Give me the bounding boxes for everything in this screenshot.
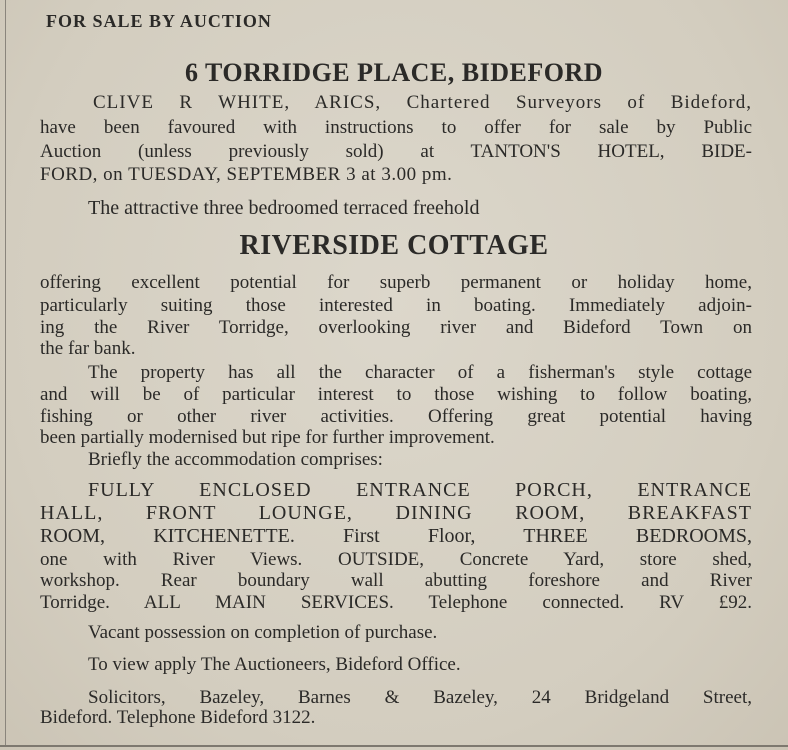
vacant-possession: Vacant possession on completion of purchase. <box>88 622 438 643</box>
column-rule-bottom <box>0 745 788 747</box>
accommodation-line: workshop. Rear boundary wall abutting foreshore and River <box>40 570 752 591</box>
accommodation-intro: Briefly the accommodation comprises: <box>88 449 383 470</box>
accommodation-line: FULLY ENCLOSED ENTRANCE PORCH, ENTRANCE <box>88 479 752 501</box>
column-rule-left <box>5 0 6 745</box>
viewing-instructions: To view apply The Auctioneers, Bideford Office. <box>88 654 461 675</box>
description-line: ing the River Torridge, overlooking river and Bideford Town on <box>40 317 752 338</box>
property-name: RIVERSIDE COTTAGE <box>239 230 549 261</box>
character-line: The property has all the character of a fisherman's style cottage <box>88 362 752 383</box>
intro-line: FORD, on TUESDAY, SEPTEMBER 3 at 3.00 pm. <box>40 164 453 185</box>
description-line: particularly suiting those interested in boating. Immediately adjoin- <box>40 295 752 316</box>
character-line: fishing or other river activities. Offering great potential having <box>40 406 752 427</box>
accommodation-line: one with River Views. OUTSIDE, Concrete Yard, store shed, <box>40 549 752 570</box>
character-line: been partially modernised but ripe for further improvement. <box>40 427 495 448</box>
lead-in: The attractive three bedroomed terraced freehold <box>88 197 480 219</box>
address-title: 6 TORRIDGE PLACE, BIDEFORD <box>185 58 603 87</box>
character-line: and will be of particular interest to those wishing to follow boating, <box>40 384 752 405</box>
description-line: offering excellent potential for superb permanent or holiday home, <box>40 272 752 293</box>
intro-line: have been favoured with instructions to offer for sale by Public <box>40 117 752 138</box>
solicitors-line: Bideford. Telephone Bideford 3122. <box>40 707 316 728</box>
description-line: the far bank. <box>40 338 136 359</box>
intro-line: Auction (unless previously sold) at TANTON'S HOTEL, BIDE- <box>40 141 752 162</box>
accommodation-line: ROOM, KITCHENETTE. First Floor, THREE BEDROOMS, <box>40 525 752 547</box>
intro-line: CLIVE R WHITE, ARICS, Chartered Surveyors of Bideford, <box>93 92 752 113</box>
section-label: FOR SALE BY AUCTION <box>46 11 272 31</box>
accommodation-line: Torridge. ALL MAIN SERVICES. Telephone connected. RV £92. <box>40 592 752 613</box>
solicitors-line: Solicitors, Bazeley, Barnes & Bazeley, 24 Bridgeland Street, <box>88 687 752 708</box>
accommodation-line: HALL, FRONT LOUNGE, DINING ROOM, BREAKFAST <box>40 502 752 524</box>
